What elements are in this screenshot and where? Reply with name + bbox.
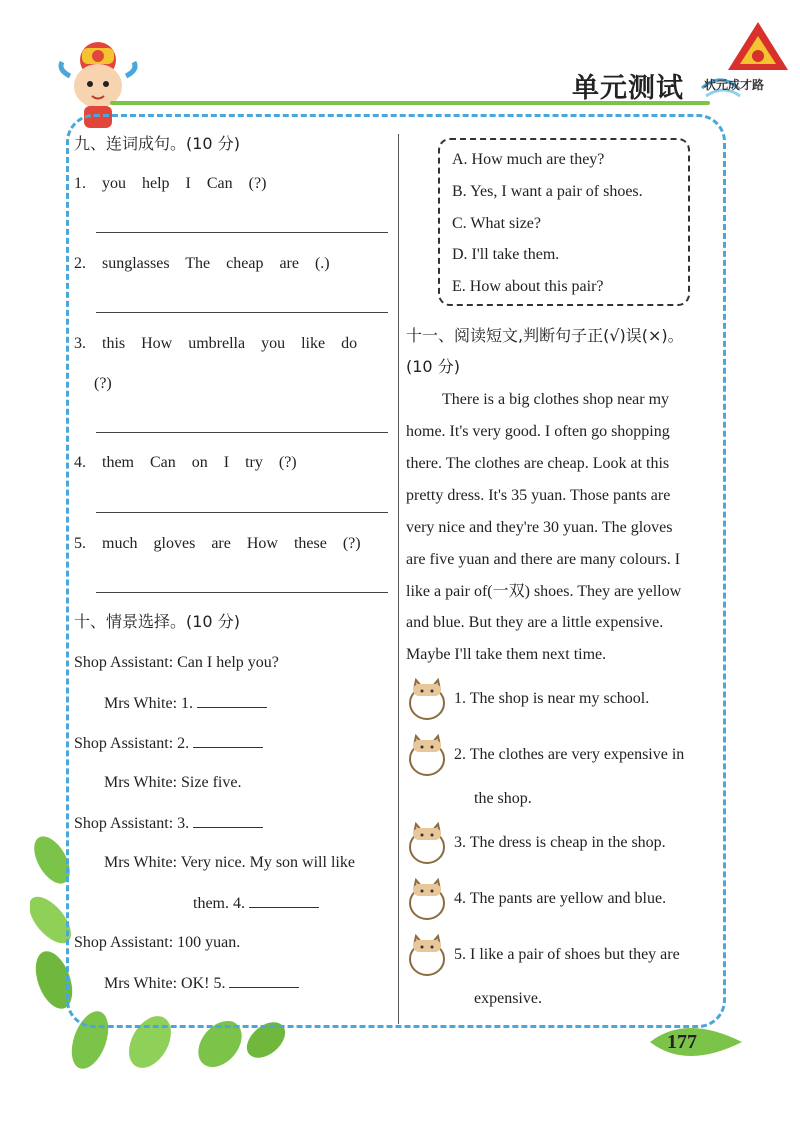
section10-title: 十、情景选择。(10 分) <box>74 612 240 631</box>
s9-answer-line-3[interactable] <box>96 432 388 433</box>
statement-5-cont: expensive. <box>474 990 542 1007</box>
choice-a: A. How much are they? <box>452 151 605 168</box>
statement-3: 3. The dress is cheap in the shop. <box>454 834 666 851</box>
passage-line-8: and blue. But they are a little expensive. <box>406 614 664 631</box>
column-divider <box>398 134 399 1024</box>
s9-item-3-cont: (?) <box>94 375 112 392</box>
statement-2-cont: the shop. <box>474 790 532 807</box>
passage-line-6: are five yuan and there are many colours. I <box>406 551 681 568</box>
dialogue-line-4: Mrs White: Size five. <box>104 774 242 791</box>
s9-item-3: 3. this How umbrella you like do <box>74 335 358 352</box>
s9-answer-line-1[interactable] <box>96 232 388 233</box>
statement-4: 4. The pants are yellow and blue. <box>454 890 667 907</box>
dialogue-line-5: Shop Assistant: 3. <box>74 813 263 834</box>
dialogue-line-1: Shop Assistant: Can I help you? <box>74 654 279 671</box>
passage-line-4: pretty dress. It's 35 yuan. Those pants are <box>406 487 671 504</box>
cat-answer-box-1[interactable] <box>406 678 448 722</box>
passage-line-2: home. It's very good. I often go shopping <box>406 423 670 440</box>
brand-logo-text: 状元成才路 <box>704 78 765 92</box>
dialogue-blank-3[interactable] <box>193 813 263 828</box>
cat-answer-box-2[interactable] <box>406 734 448 778</box>
dialogue-line-3: Shop Assistant: 2. <box>74 733 263 754</box>
passage-line-7: like a pair of(一双) shoes. They are yellow <box>406 583 682 600</box>
s9-answer-line-2[interactable] <box>96 312 388 313</box>
statement-2: 2. The clothes are very expensive in <box>454 746 685 763</box>
section11-points: (10 分) <box>406 357 460 376</box>
dialogue-blank-1[interactable] <box>197 693 267 708</box>
s9-answer-line-4[interactable] <box>96 512 388 513</box>
cat-answer-box-4[interactable] <box>406 878 448 922</box>
page-number: 177 <box>667 1031 697 1053</box>
choice-e: E. How about this pair? <box>452 278 604 295</box>
passage-line-9: Maybe I'll take them next time. <box>406 646 607 663</box>
s9-answer-line-5[interactable] <box>96 592 388 593</box>
section9-title: 九、连词成句。(10 分) <box>74 134 240 153</box>
dialogue-line-7: them. 4. <box>193 893 319 914</box>
dialogue-line-8: Shop Assistant: 100 yuan. <box>74 934 241 951</box>
s9-item-2: 2. sunglasses The cheap are (.) <box>74 255 330 272</box>
dialogue-blank-5[interactable] <box>229 973 299 988</box>
passage-line-1: There is a big clothes shop near my <box>442 391 670 408</box>
statement-1: 1. The shop is near my school. <box>454 690 650 707</box>
brand-logo <box>700 18 792 110</box>
choice-c: C. What size? <box>452 215 542 232</box>
dialogue-line-6: Mrs White: Very nice. My son will like <box>104 854 355 871</box>
choice-d: D. I'll take them. <box>452 246 560 263</box>
dialogue-line-9: Mrs White: OK! 5. <box>104 973 299 994</box>
cat-answer-box-3[interactable] <box>406 822 448 866</box>
dialogue-blank-4[interactable] <box>249 893 319 908</box>
dialogue-blank-2[interactable] <box>193 733 263 748</box>
header-title: 单元测试 <box>572 73 684 104</box>
s9-item-4: 4. them Can on I try (?) <box>74 454 297 471</box>
section11-title: 十一、阅读短文,判断句子正(√)误(×)。 <box>406 326 684 345</box>
statement-5: 5. I like a pair of shoes but they are <box>454 946 680 963</box>
s9-item-1: 1. you help I Can (?) <box>74 175 267 192</box>
passage-line-3: there. The clothes are cheap. Look at this <box>406 455 670 472</box>
passage-line-5: very nice and they're 30 yuan. The gloves <box>406 519 673 536</box>
dialogue-line-2: Mrs White: 1. <box>104 693 267 714</box>
s9-item-5: 5. much gloves are How these (?) <box>74 535 361 552</box>
cat-answer-box-5[interactable] <box>406 934 448 978</box>
choice-b: B. Yes, I want a pair of shoes. <box>452 183 643 200</box>
